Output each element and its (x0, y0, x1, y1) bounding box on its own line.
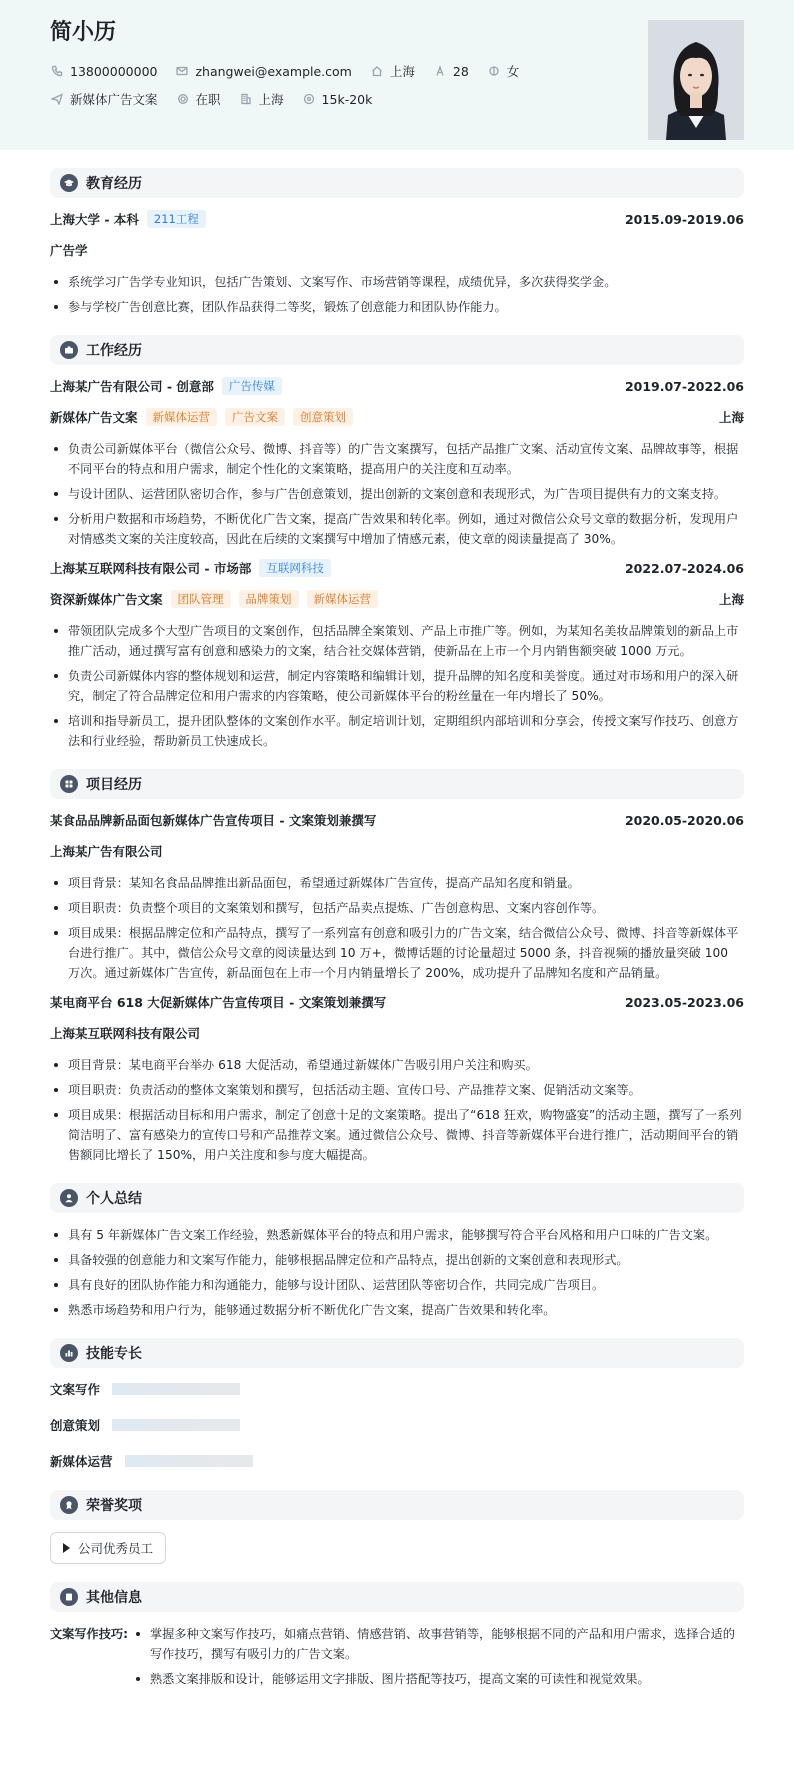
status-gear-icon (176, 92, 190, 106)
major-row (50, 241, 744, 259)
honors-title: 荣誉奖项 (86, 1498, 142, 1514)
profile-photo (648, 20, 744, 140)
education-row (50, 210, 744, 228)
skill-item (50, 1452, 400, 1470)
project-title: 项目经历 (86, 777, 142, 793)
bar-chart-icon (60, 1344, 78, 1362)
project-company-row (50, 1024, 744, 1042)
award-icon (60, 1496, 78, 1514)
other-label: 文案写作技巧: (50, 1627, 128, 1641)
play-triangle-icon (63, 1543, 70, 1553)
target-city-info (239, 90, 284, 108)
project-name: 某食品品牌新品面包新媒体广告宣传项目 - 文案策划兼撰写 (50, 813, 377, 828)
project-header (50, 769, 744, 799)
project-row (50, 811, 744, 829)
salary-icon (302, 92, 316, 106)
list-item: 具备较强的创意能力和文案写作能力，能够根据品牌定位和产品特点，提出创新的文案创意和表现形式。 (50, 1250, 744, 1270)
summary-bullets (50, 1225, 744, 1320)
phone-icon (50, 64, 64, 78)
age-text: 28 (452, 63, 469, 79)
education-title: 教育经历 (86, 176, 142, 192)
education-section (0, 168, 794, 317)
phone-info (50, 64, 157, 79)
honors-header (50, 1490, 744, 1520)
email-info (175, 64, 351, 79)
info-icon (60, 1588, 78, 1606)
education-bullets (50, 272, 744, 317)
work-header (50, 335, 744, 365)
skill-level-fill (125, 1455, 227, 1467)
project-date: 2023.05-2023.06 (624, 994, 744, 1010)
work-section (0, 335, 794, 751)
skill-tag: 创意策划 (293, 408, 353, 426)
work-title: 工作经历 (86, 343, 142, 359)
skill-level-bar (112, 1383, 240, 1395)
list-item: 项目背景：某电商平台举办 618 大促活动，希望通过新媒体广告吸引用户关注和购买。 (50, 1055, 744, 1075)
list-item: 参与学校广告创意比赛，团队作品获得二等奖，锻炼了创意能力和团队协作能力。 (50, 297, 744, 317)
industry-tag: 广告传媒 (222, 377, 282, 395)
project-company: 上海某广告有限公司 (50, 844, 163, 859)
job-bullets (50, 439, 744, 549)
list-item: 负责公司新媒体内容的整体规划和运营，制定内容策略和编辑计划，提升品牌的知名度和美誉度。通过对市场和用户的深入研究，制定了符合品牌定位和用户需求的内容策略，使公司新媒体平台的粉丝量在一年内增长了 50%。 (50, 666, 744, 706)
position-name: 资深新媒体广告文案 (50, 592, 163, 607)
list-item: 具有 5 年新媒体广告文案工作经验，熟悉新媒体平台的特点和用户需求，能够撰写符合平台风格和用户口味的广告文案。 (50, 1225, 744, 1245)
email-text: zhangwei@example.com (195, 63, 352, 79)
project-company: 上海某互联网科技有限公司 (50, 1026, 201, 1041)
school-name: 上海大学 - 本科 (50, 212, 139, 227)
skill-level-fill (112, 1419, 214, 1431)
gender-text: 女 (506, 64, 520, 79)
industry-tag: 互联网科技 (259, 559, 331, 577)
project-date: 2020.05-2020.06 (624, 812, 744, 828)
job-intention-row (50, 90, 744, 108)
company-name: 上海某互联网科技有限公司 - 市场部 (50, 561, 252, 576)
list-item: 负责公司新媒体平台（微信公众号、微博、抖音等）的广告文案撰写，包括产品推广文案、活动宣传文案、品牌故事等，根据不同平台的特点和用户需求，制定个性化的文案策略，提高用户的关注度和互动率。 (50, 439, 744, 479)
skills-header (50, 1338, 744, 1368)
job-city: 上海 (718, 592, 744, 607)
summary-header (50, 1183, 744, 1213)
other-info-row (50, 1624, 744, 1694)
project-company-row (50, 842, 744, 860)
summary-section (0, 1183, 794, 1320)
skill-item (50, 1416, 400, 1434)
send-icon (50, 92, 64, 106)
skill-tag: 新媒体运营 (146, 408, 218, 426)
skills-list (50, 1380, 744, 1488)
job-date: 2019.07-2022.06 (624, 378, 744, 394)
skill-tag: 广告文案 (225, 408, 285, 426)
job-city: 上海 (718, 410, 744, 425)
position-row (50, 408, 744, 426)
status-info (176, 90, 221, 108)
list-item: 项目职责：负责整个项目的文案策划和撰写，包括产品卖点提炼、广告创意构思、文案内容创作等。 (50, 898, 744, 918)
list-item: 项目成果：根据活动目标和用户需求，制定了创意十足的文案策略。提出了“618 狂欢，购物盛宴”的活动主题，撰写了一系列简洁明了、富有感染力的宣传口号和产品推荐文案。通过微信公众号、微博、抖音等新媒体平台进行推广，活动期间平台的销售额同比增长了 150%，用户关注度和参与度大幅提高。 (50, 1105, 744, 1165)
resume-name: 简小历 (50, 20, 117, 45)
skills-section (0, 1338, 794, 1488)
skill-name: 创意策划 (50, 1418, 101, 1433)
grid-icon (60, 775, 78, 793)
graduation-cap-icon (60, 174, 78, 192)
list-item: 熟悉文案排版和设计，能够运用文字排版、图片搭配等技巧，提高文案的可读性和视觉效果。 (132, 1669, 744, 1689)
resume-header (0, 0, 794, 150)
list-item: 分析用户数据和市场趋势，不断优化广告文案，提高广告效果和转化率。例如，通过对微信公众号文章的数据分析，发现用户对情感类文案的关注度较高，因此在后续的文案撰写中增加了情感元素，使文章的阅读量提高了 30%。 (50, 509, 744, 549)
position-row (50, 590, 744, 608)
major-name: 广告学 (50, 243, 88, 258)
target-job-info (50, 90, 158, 108)
building-icon (239, 92, 253, 106)
project-bullets (50, 1055, 744, 1165)
target-job-text: 新媒体广告文案 (70, 92, 158, 107)
salary-info (302, 92, 373, 107)
target-city-text: 上海 (258, 92, 284, 107)
list-item: 带领团队完成多个大型广告项目的文案创作，包括品牌全案策划、产品上市推广等。例如，为某知名美妆品牌策划的新品上市推广活动，通过撰写富有创意和感染力的文案，结合社交媒体营销，使新品在上市一个月内销售额突破 1000 万元。 (50, 621, 744, 661)
skill-level-fill (112, 1383, 221, 1395)
skill-item (50, 1380, 400, 1398)
skill-level-bar (112, 1419, 240, 1431)
list-item: 项目职责：负责活动的整体文案策划和撰写，包括活动主题、宣传口号、产品推荐文案、促销活动文案等。 (50, 1080, 744, 1100)
job-row (50, 377, 744, 395)
skill-tag: 品牌策划 (239, 590, 299, 608)
summary-title: 个人总结 (86, 1191, 142, 1207)
school-tag: 211工程 (147, 210, 206, 228)
job-row (50, 559, 744, 577)
user-icon (60, 1189, 78, 1207)
list-item: 项目背景：某知名食品品牌推出新品面包，希望通过新媒体广告宣传，提高产品知名度和销量。 (50, 873, 744, 893)
gender-info (487, 62, 520, 80)
project-name: 某电商平台 618 大促新媒体广告宣传项目 - 文案策划兼撰写 (50, 995, 387, 1010)
honors-section (0, 1490, 794, 1564)
skill-name: 文案写作 (50, 1382, 101, 1397)
education-header (50, 168, 744, 198)
list-item: 项目成果：根据品牌定位和产品特点，撰写了一系列富有创意和吸引力的广告文案，结合微信公众号、微博、抖音等新媒体平台进行推广。其中，微信公众号文章的阅读量达到 10 万+，微博话题的讨论量超过 5000 条，抖音视频的播放量突破 100 万次。通过新媒体广告宣传，新品面包在上市一个月内销量增长了 200%，成功提升了品牌知名度和产品销量。 (50, 923, 744, 983)
other-title: 其他信息 (86, 1590, 142, 1606)
position-name: 新媒体广告文案 (50, 410, 138, 425)
portrait-image (648, 20, 744, 140)
age-info (433, 64, 469, 79)
job-date: 2022.07-2024.06 (624, 560, 744, 576)
skill-tag: 团队管理 (171, 590, 231, 608)
briefcase-icon (60, 341, 78, 359)
home-info (370, 62, 415, 80)
list-item: 掌握多种文案写作技巧，如痛点营销、情感营销、故事营销等，能够根据不同的产品和用户需求，选择合适的写作技巧，撰写有吸引力的广告文案。 (132, 1624, 744, 1664)
list-item: 具有良好的团队协作能力和沟通能力，能够与设计团队、运营团队等密切合作，共同完成广告项目。 (50, 1275, 744, 1295)
list-item: 培训和指导新员工，提升团队整体的文案创作水平。制定培训计划，定期组织内部培训和分享会，传授文案写作技巧、创意方法和行业经验，帮助新员工快速成长。 (50, 711, 744, 751)
education-date: 2015.09-2019.06 (624, 211, 744, 227)
basic-info-row (50, 62, 744, 80)
project-row (50, 993, 744, 1011)
project-bullets (50, 873, 744, 983)
age-icon (433, 64, 447, 78)
home-text: 上海 (389, 64, 415, 79)
job-bullets (50, 621, 744, 751)
other-bullets (132, 1624, 744, 1694)
other-header (50, 1582, 744, 1612)
skill-name: 新媒体运营 (50, 1454, 113, 1469)
award-label: 公司优秀员工 (78, 1541, 154, 1556)
gender-icon (487, 64, 501, 78)
phone-text: 13800000000 (70, 63, 158, 79)
list-item: 与设计团队、运营团队密切合作，参与广告创意策划，提出创新的文案创意和表现形式，为广告项目提供有力的文案支持。 (50, 484, 744, 504)
project-section (0, 769, 794, 1165)
salary-text: 15k-20k (321, 91, 373, 107)
list-item: 系统学习广告学专业知识，包括广告策划、文案写作、市场营销等课程，成绩优异，多次获得奖学金。 (50, 272, 744, 292)
list-item: 熟悉市场趋势和用户行为，能够通过数据分析不断优化广告文案，提高广告效果和转化率。 (50, 1300, 744, 1320)
skill-level-bar (125, 1455, 253, 1467)
home-icon (370, 64, 384, 78)
mail-icon (175, 64, 189, 78)
skill-tag: 新媒体运营 (307, 590, 379, 608)
other-section (0, 1582, 794, 1694)
company-name: 上海某广告有限公司 - 创意部 (50, 379, 214, 394)
status-text: 在职 (195, 92, 221, 107)
award-item[interactable] (50, 1532, 166, 1564)
skills-title: 技能专长 (86, 1346, 142, 1362)
